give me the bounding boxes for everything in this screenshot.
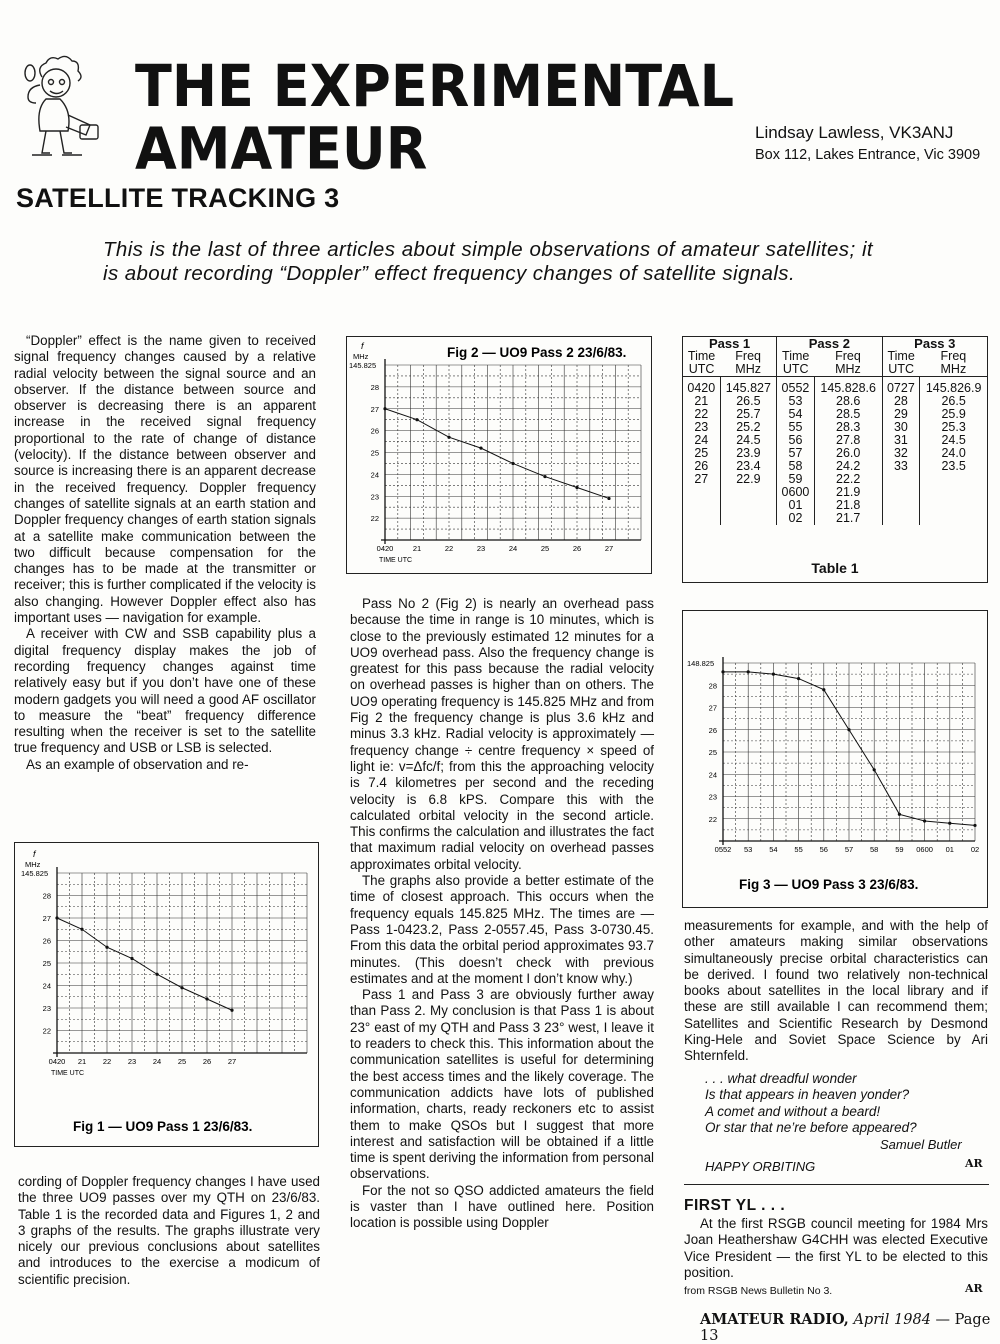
data-point (205, 997, 208, 1000)
y-tick-label: 23 (42, 1004, 51, 1013)
table-cell: 59 (788, 472, 803, 486)
data-point (847, 728, 850, 731)
data-point (383, 407, 386, 410)
x-tick-label: 27 (227, 1057, 237, 1066)
pass-2-times (777, 377, 815, 526)
article-title: SATELLITE TRACKING 3 (16, 183, 340, 213)
pass-1-freqs (720, 377, 776, 526)
paragraph: “Doppler” effect is the name given to received signal frequency changes caused by a relative radial velocity between the signal source and an observer. If the distance between source and observer is decreasing there is an apparent increase in the received signal frequency proportional to the rate of change of distance (velocity). If the distance between observer and source is increasing there is an apparent decrease in the received frequency. Doppler frequency changes of satellite signals at an earth station and Doppler frequency changes of earth station signals at a satellite make communication between the two difficult because compensation for the changes has to be made at the transmitter or receiver; this is further complicated if the velocity is also changing. However Doppler effect also has important uses — navigation for example. (14, 333, 316, 626)
x-tick-label: 23 (127, 1057, 137, 1066)
table-cell: 24.0 (941, 446, 966, 460)
series-line (57, 918, 232, 1010)
table-cell: 24.5 (736, 433, 761, 447)
y-tick-label: 24 (370, 470, 379, 480)
y-tick-label: 24 (42, 981, 51, 991)
data-point (721, 670, 724, 673)
y-tick-label: 28 (708, 681, 717, 691)
table-cell: 31 (893, 433, 908, 447)
x-tick-label: 0420 (48, 1057, 66, 1066)
table-cell: 21.7 (836, 511, 861, 525)
table-cell: 23.9 (736, 446, 761, 460)
paragraph: As an example of observation and re- (26, 756, 249, 772)
data-point (923, 819, 926, 822)
x-tick-label: 24 (508, 544, 518, 553)
data-point (747, 670, 750, 673)
data-point (155, 973, 158, 976)
x-tick-label: 54 (769, 845, 778, 854)
data-point (772, 673, 775, 676)
y-tick-label: 28 (42, 891, 51, 901)
figure-1 (14, 842, 319, 1147)
y-tick-label: 27 (708, 703, 717, 713)
table-1 (682, 336, 988, 583)
x-tick-label: 21 (412, 544, 422, 553)
table-cell: 0727 (886, 381, 915, 395)
masthead-title-line1: THE EXPERIMENTAL (135, 51, 735, 120)
freq-header: Freq MHz (814, 350, 882, 377)
x-tick-label: 58 (870, 845, 879, 854)
x-tick-label: 0420 (376, 544, 394, 553)
first-yl-body (684, 1216, 988, 1281)
section-divider (684, 1184, 989, 1185)
x-tick-label: 0552 (714, 845, 732, 854)
table-cell: 21.8 (836, 498, 861, 512)
table-cell: 32 (893, 446, 908, 460)
chart-title: Fig 1 — UO9 Pass 1 23/6/83. (73, 1119, 253, 1134)
table-cell: 25.3 (941, 420, 966, 434)
x-tick-label: 59 (895, 845, 904, 854)
paragraph: Pass 1 and Pass 3 are obviously further away than Pass 2. My conclusion is that Pass 1 is about 23° east of my QTH and Pass 3 23° west, I leave it to readers to check this. This information about the communication satellites is useful for determining the best access times and the likely coverage. The communication addicts have lots of published information, charts, ready reckoners etc to assist them to make QSOs but I suggest that more interest and satisfaction will be obtained if a little time is spent deriving the information from personal observations. (350, 987, 654, 1182)
pass-1-header: Pass 1 (708, 336, 751, 351)
table-cell: 26.0 (836, 446, 861, 460)
author-address: Box 112, Lakes Entrance, Vic 3909 (755, 147, 981, 163)
x-tick-label: 01 (945, 845, 954, 854)
x-tick-label: 23 (476, 544, 486, 553)
table-cell: 02 (788, 511, 803, 525)
poem (705, 1071, 970, 1136)
y-axis-symbol: f (33, 849, 36, 859)
paragraph: measurements for example, and with the help of other amateurs making similar observations simultaneously precise orbital characteristics can be derived. I found two relatively non-technical books about satellites in the local library and if these are still available I can recommend them; Satellites and Scientific Research by Desmond King-Hele and Soviet Space Science by Ari Shternfeld. (684, 918, 988, 1064)
footer-magazine: AMATEUR RADIO, (700, 1311, 849, 1328)
table-cell: 22.2 (836, 472, 861, 486)
table-cell: 145.826.9 (925, 381, 982, 395)
poem-line: Or star that ne’re before appeared? (705, 1119, 917, 1135)
x-tick-label: 26 (202, 1057, 212, 1066)
data-point (447, 436, 450, 439)
masthead-title-line2: AMATEUR (135, 114, 428, 183)
table-cell: 25 (694, 446, 709, 460)
data-point (797, 677, 800, 680)
table-cell: 145.827 (725, 381, 771, 395)
data-point (55, 916, 58, 919)
table-cell: 26 (694, 459, 709, 473)
pass-3-header: Pass 3 (882, 337, 987, 350)
time-header: Time UTC (683, 350, 720, 377)
y-tick-label: 26 (370, 426, 379, 436)
data-point (575, 486, 578, 489)
table-cell: 0420 (687, 381, 716, 395)
table-cell: 25.7 (736, 407, 761, 421)
first-yl-heading: FIRST YL . . . (684, 1197, 786, 1214)
y-tick-label: 24 (708, 770, 717, 780)
y-tick-label: 25 (708, 748, 717, 757)
data-point (543, 475, 546, 478)
poem-author: Samuel Butler (880, 1137, 962, 1152)
signoff: HAPPY ORBITING (705, 1159, 816, 1174)
article-intro: This is the last of three articles about simple observations of amateur satellites; it is about recording “Doppler” effect frequency changes of satellite signals. (103, 238, 873, 285)
footer-page: — Page 13 (700, 1312, 991, 1344)
column-1-top (14, 333, 316, 773)
table-cell: 28.3 (836, 420, 861, 434)
data-point (415, 418, 418, 421)
table-cell: 56 (788, 433, 803, 447)
pass-3-freqs (920, 377, 987, 526)
time-header: Time UTC (882, 350, 920, 377)
x-tick-label: 25 (177, 1057, 187, 1066)
table-cell: 58 (788, 459, 803, 473)
table-cell: 28 (893, 394, 908, 408)
figure-3 (682, 610, 988, 908)
table-cell: 22.9 (736, 472, 761, 486)
data-point (511, 462, 514, 465)
y-axis-symbol: f (361, 341, 364, 351)
x-tick-label: 22 (444, 544, 454, 553)
table-cell: 01 (788, 498, 803, 512)
y-tick-label: 26 (708, 725, 717, 735)
column-3 (684, 918, 988, 1065)
data-point (80, 928, 83, 931)
y-axis-base-label: 148.825 (687, 659, 715, 668)
data-point (607, 497, 610, 500)
table-cell: 23 (694, 420, 709, 434)
y-tick-label: 27 (370, 404, 379, 414)
paragraph: Pass No 2 (Fig 2) is nearly an overhead pass because the time in range is 10 minutes, which is close to the previously estimated 12 minutes for a UO9 overhead pass. Also the frequency change is greatest for this pass because the radial velocity on overhead passes is higher than on others. The UO9 operating frequency is 145.825 MHz and from Fig 2 the frequency change is plus 3.6 kHz and minus 3.3 kHz. Radial velocity is approximately — frequency change ÷ centre frequency × speed of light ie: v=Δfc/f; from this the approaching velocity is 7.4 kilometres per second and the receding velocity is 6.8 kPS. Compare this with the calculated orbital velocity in the second article. This confirms the calculation and illustrates the fact that maximum radial velocity on overhead passes approximates orbital velocity. (350, 596, 654, 872)
column-2 (350, 596, 654, 1232)
data-point (822, 688, 825, 691)
poem-line: . . . what dreadful wonder (705, 1071, 857, 1086)
table-cell: 25.2 (736, 420, 761, 434)
doppler-data-table (683, 337, 987, 525)
x-tick-label: 25 (540, 544, 550, 553)
table-cell: 28.6 (836, 394, 861, 408)
table-cell: 26.5 (941, 394, 966, 408)
page-footer (700, 1311, 1000, 1344)
y-tick-label: 28 (370, 382, 379, 392)
table-cell: 23.4 (736, 459, 761, 473)
y-tick-label: 25 (42, 959, 51, 968)
paragraph: The graphs also provide a better estimate of the time of closest approach. This occurs when the frequency equals 145.825 MHz. The times are — Pass 1-0423.2, Pass 2-0557.45, Pass 3-0730.45. From this data the orbital period approximates 93.7 minutes. (This doesn’t check with previous estimates and at the moment I don’t know why.) (350, 873, 654, 986)
y-tick-label: 27 (42, 914, 51, 923)
pass-1-times (683, 377, 720, 526)
table-cell: 0600 (781, 485, 810, 499)
data-point (973, 824, 976, 827)
y-tick-label: 22 (370, 514, 379, 524)
table-1-caption: Table 1 (811, 560, 859, 576)
time-header: Time UTC (777, 350, 815, 377)
first-yl-source: from RSGB News Bulletin No 3. (684, 1285, 833, 1297)
x-tick-label: 22 (102, 1057, 112, 1066)
x-tick-label: 27 (604, 544, 614, 553)
poem-line: Is that appears in heaven yonder? (705, 1087, 910, 1103)
x-tick-label: 53 (744, 845, 753, 854)
y-tick-label: 23 (708, 792, 717, 802)
author-name: Lindsay Lawless, VK3ANJ (755, 123, 954, 142)
x-tick-label: 55 (794, 845, 803, 854)
table-cell: 24.5 (941, 433, 966, 447)
freq-header: Freq MHz (720, 350, 776, 377)
table-cell: 54 (788, 407, 803, 421)
y-tick-label: 26 (42, 936, 51, 946)
table-cell: 25.9 (941, 407, 966, 421)
y-axis-unit: MHz (25, 860, 41, 869)
x-tick-label: 21 (77, 1057, 87, 1066)
chart-title: Fig 2 — UO9 Pass 2 23/6/83. (447, 345, 627, 360)
pass-2-header: Pass 2 (777, 337, 882, 350)
x-tick-label: 26 (572, 544, 582, 553)
table-cell: 26.5 (736, 394, 761, 408)
pass-2-freqs (814, 377, 882, 526)
x-axis-label: TIME UTC (379, 557, 413, 564)
data-point (130, 957, 133, 960)
series-line (385, 409, 609, 499)
y-tick-label: 25 (370, 448, 379, 458)
data-point (105, 946, 108, 949)
fig3-chart (683, 611, 986, 906)
table-cell: 55 (788, 420, 803, 434)
figure-2 (346, 336, 652, 574)
footer-date: April 1984 (853, 1312, 931, 1328)
table-cell: 145.828.6 (820, 381, 876, 395)
table-cell: 24.2 (836, 459, 861, 473)
column-1-bottom (18, 1174, 320, 1288)
fig2-chart (347, 337, 650, 572)
y-tick-label: 23 (370, 492, 379, 502)
fig1-chart (15, 843, 317, 1145)
chart-title: Fig 3 — UO9 Pass 3 23/6/83. (739, 877, 919, 892)
y-tick-label: 22 (42, 1026, 51, 1036)
data-point (898, 813, 901, 816)
table-cell: 0552 (781, 381, 810, 395)
table-cell: 57 (788, 446, 803, 460)
x-tick-label: 57 (844, 845, 854, 854)
data-point (479, 447, 482, 450)
table-cell: 21 (694, 394, 709, 408)
data-point (230, 1009, 233, 1012)
freq-header: Freq MHz (920, 350, 987, 377)
data-point (873, 768, 876, 771)
table-cell: 22 (694, 407, 709, 421)
table-cell: 30 (893, 420, 908, 434)
data-point (948, 822, 951, 825)
paragraph: For the not so QSO addicted amateurs the field is vaster than I have outlined here. Position location is possible using Doppler (350, 1182, 654, 1231)
table-cell: 27.8 (836, 433, 861, 447)
y-axis-base-label: 145.825 (21, 869, 49, 878)
mascot-cartoon-icon (10, 55, 128, 165)
ar-end-mark: AR (965, 1282, 983, 1295)
data-point (180, 986, 183, 989)
table-cell: 28.5 (836, 407, 861, 421)
x-tick-label: 02 (970, 845, 980, 854)
y-axis-unit: MHz (353, 352, 369, 361)
table-cell: 33 (893, 459, 908, 473)
poem-line: A comet and without a beard! (705, 1103, 881, 1119)
paragraph: A receiver with CW and SSB capability plus a digital frequency display makes the job of recording frequency changes against time relatively easy but if you don’t have one of these modern gadgets you will need a good AF oscillator to measure the “beat” frequency difference resulting when the receiver is set to the satellite true frequency and USB or LSB is selected. (14, 626, 316, 756)
table-cell: 24 (694, 433, 709, 447)
pass-3-times (882, 377, 920, 526)
table-cell: 53 (788, 394, 803, 408)
paragraph: cording of Doppler frequency changes I have used the three UO9 passes over my QTH on 23/6/83. Table 1 is the recorded data and Figures 1, 2 and 3 graphs of the results. The graphs illustrate very nicely our previous conclusions about satellites and introduces to the exercise a modicum of scientific precision. (18, 1174, 320, 1287)
table-cell: 23.5 (941, 459, 966, 473)
masthead-title (135, 51, 775, 183)
x-tick-label: 24 (152, 1057, 162, 1066)
y-tick-label: 22 (708, 814, 717, 824)
ar-end-mark: AR (965, 1157, 983, 1170)
paragraph: At the first RSGB council meeting for 1984 Mrs Joan Heathershaw G4CHH was elected Executive Vice President — the first YL to be elected to this position. (684, 1216, 988, 1280)
author-block (755, 122, 995, 166)
x-axis-label: TIME UTC (51, 1070, 85, 1077)
table-cell: 29 (893, 407, 908, 421)
table-cell: 21.9 (836, 485, 861, 499)
y-axis-base-label: 145.825 (349, 361, 377, 370)
x-tick-label: 0600 (916, 845, 933, 854)
table-cell: 27 (694, 472, 709, 486)
x-tick-label: 56 (819, 845, 828, 854)
